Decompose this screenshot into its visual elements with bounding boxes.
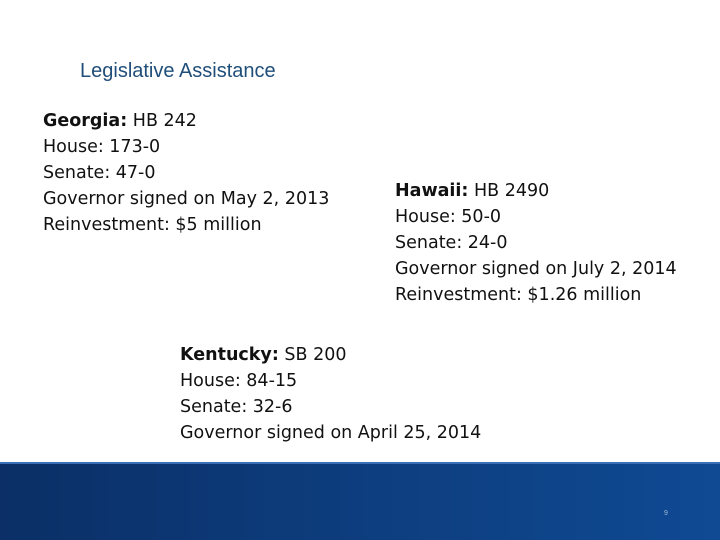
hawaii-bill: HB 2490 — [468, 181, 550, 201]
georgia-block — [43, 108, 329, 238]
kentucky-bill: SB 200 — [278, 345, 347, 365]
georgia-state-name: Georgia: — [43, 111, 128, 131]
footer-bar — [0, 464, 720, 540]
hawaii-block — [395, 178, 677, 308]
hawaii-house-vote: House: 50-0 — [395, 207, 502, 227]
kentucky-house-vote: House: 84-15 — [180, 371, 298, 391]
georgia-reinvestment: Reinvestment: $5 million — [43, 215, 262, 235]
hawaii-heading — [395, 178, 677, 204]
georgia-house-vote: House: 173-0 — [43, 137, 161, 157]
georgia-bill: HB 242 — [127, 111, 197, 131]
hawaii-senate-vote: Senate: 24-0 — [395, 233, 508, 253]
kentucky-governor-signed: Governor signed on April 25, 2014 — [180, 423, 482, 443]
hawaii-reinvestment: Reinvestment: $1.26 million — [395, 285, 642, 305]
georgia-senate-vote: Senate: 47-0 — [43, 163, 156, 183]
kentucky-state-name: Kentucky: — [180, 345, 279, 365]
kentucky-heading — [180, 342, 481, 368]
georgia-heading — [43, 108, 329, 134]
page-number: 9 — [664, 510, 668, 517]
kentucky-senate-vote: Senate: 32-6 — [180, 397, 293, 417]
hawaii-governor-signed: Governor signed on July 2, 2014 — [395, 259, 677, 279]
hawaii-state-name: Hawaii: — [395, 181, 469, 201]
georgia-governor-signed: Governor signed on May 2, 2013 — [43, 189, 330, 209]
kentucky-block — [180, 342, 481, 446]
slide-title: Legislative Assistance — [80, 60, 276, 82]
